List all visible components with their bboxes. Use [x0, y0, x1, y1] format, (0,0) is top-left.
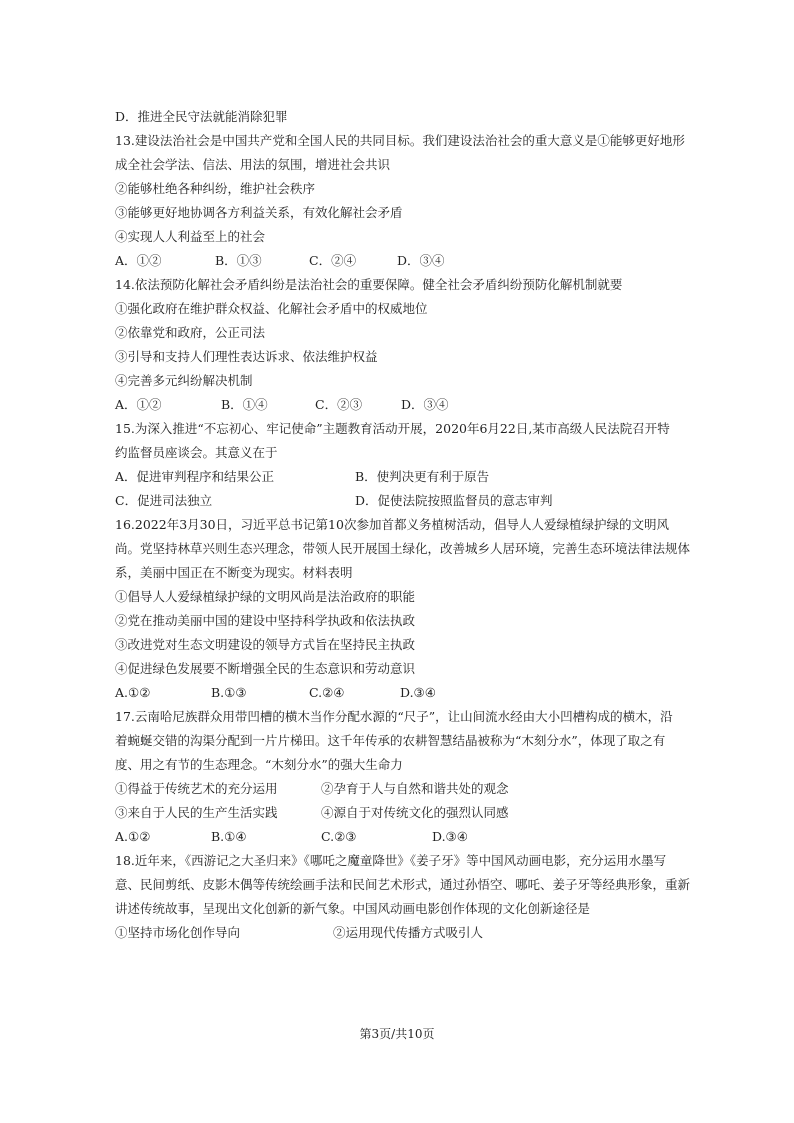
q15-stem-line1: 15.为深入推进“不忘初心、牢记使命”主题教育活动开展，2020年6月22日,某市高级人民法院召开特 [115, 421, 670, 436]
q17-item-2: ②孕育于人与自然和谐共处的观念 [321, 781, 509, 796]
q14-item-1: ①强化政府在维护群众权益、化解社会矛盾中的权威地位 [115, 301, 428, 316]
q12-option-d: D．推进全民守法就能消除犯罪 [115, 109, 288, 124]
q16-item-3: ③改进党对生态文明建设的领导方式旨在坚持民主执政 [115, 637, 416, 652]
q14-option-b: B．①④ [221, 397, 268, 412]
q17-option-d: D.③④ [432, 829, 468, 844]
q17-stem-line3: 度、用之有节的生态理念。“木刻分水”的强大生命力 [115, 757, 403, 772]
q17-stem-line1: 17.云南哈尼族群众用带凹槽的横木当作分配水源的“尺子”，让山间流水经由大小凹槽构成的横木，沿 [115, 709, 673, 724]
q16-option-b: B.①③ [211, 685, 247, 700]
q16-item-4: ④促进绿色发展要不断增强全民的生态意识和劳动意识 [115, 661, 416, 676]
q14-option-d: D．③④ [401, 397, 449, 412]
q16-stem-line1: 16.2022年3月30日，习近平总书记第10次参加首都义务植树活动，倡导人人爱绿植绿护绿的文明风 [115, 517, 669, 532]
q13-option-a: A．①② [115, 253, 162, 268]
page-number-footer: 第3页/共10页 [359, 1027, 435, 1041]
q18-item-1: ①坚持市场化创作导向 [115, 925, 241, 940]
q16-stem-line3: 系，美丽中国正在不断变为现实。材料表明 [115, 565, 353, 580]
q13-item-3: ③能够更好地协调各方利益关系，有效化解社会矛盾 [115, 205, 403, 220]
q16-stem-line2: 尚。党坚持林草兴则生态兴理念，带领人民开展国土绿化，改善城乡人居环境，完善生态环境法律法规体 [115, 541, 691, 556]
q14-option-a: A．①② [115, 397, 162, 412]
q14-item-3: ③引导和支持人们理性表达诉求、依法维护权益 [115, 349, 378, 364]
q14-item-2: ②依靠党和政府，公正司法 [115, 325, 266, 340]
q18-stem-line3: 讲述传统故事，呈现出文化创新的新气象。中国风动画电影创作体现的文化创新途径是 [115, 901, 591, 916]
q18-stem-line2: 意、民间剪纸、皮影木偶等传统绘画手法和民间艺术形式，通过孙悟空、哪吒、姜子牙等经典形象，重新 [115, 877, 691, 892]
q13-option-b: B．①③ [215, 253, 262, 268]
q16-option-a: A.①② [115, 685, 151, 700]
q15-option-a: A．促进审判程序和结果公正 [115, 469, 275, 484]
q17-item-1: ①得益于传统艺术的充分运用 [115, 781, 278, 796]
q14-item-4: ④完善多元纠纷解决机制 [115, 373, 253, 388]
q16-item-1: ①倡导人人爱绿植绿护绿的文明风尚是法治政府的职能 [115, 589, 416, 604]
q17-option-c: C.②③ [321, 829, 357, 844]
q13-option-d: D．③④ [397, 253, 445, 268]
q17-stem-line2: 着蜿蜒交错的沟渠分配到一片片梯田。这千年传承的农耕智慧结晶被称为“木刻分水”，体现了取之有 [115, 733, 666, 748]
q15-option-c: C．促进司法独立 [115, 493, 213, 508]
q13-option-c: C．②④ [309, 253, 357, 268]
q15-option-b: B．使判决更有利于原告 [355, 469, 490, 484]
q14-option-c: C．②③ [315, 397, 363, 412]
q17-option-a: A.①② [115, 829, 151, 844]
q16-option-d: D.③④ [400, 685, 436, 700]
q13-stem-line2: 成全社会学法、信法、用法的氛围，增进社会共识 [115, 157, 391, 172]
q17-item-4: ④源自于对传统文化的强烈认同感 [321, 805, 509, 820]
q17-item-3: ③来自于人民的生产生活实践 [115, 805, 278, 820]
q15-stem-line2: 约监督员座谈会。其意义在于 [115, 445, 278, 460]
q17-option-b: B.①④ [211, 829, 247, 844]
q16-item-2: ②党在推动美丽中国的建设中坚持科学执政和依法执政 [115, 613, 416, 628]
q13-item-2: ②能够杜绝各种纠纷，维护社会秩序 [115, 181, 316, 196]
q13-item-4: ④实现人人利益至上的社会 [115, 229, 266, 244]
q16-option-c: C.②④ [309, 685, 345, 700]
q15-option-d: D．促使法院按照监督员的意志审判 [355, 493, 553, 508]
q13-stem-line1: 13.建设法治社会是中国共产党和全国人民的共同目标。我们建设法治社会的重大意义是①能够更好地形 [115, 133, 685, 148]
q14-stem: 14.依法预防化解社会矛盾纠纷是法治社会的重要保障。健全社会矛盾纠纷预防化解机制就要 [115, 277, 623, 292]
q18-stem-line1: 18.近年来，《西游记之大圣归来》《哪吒之魔童降世》《姜子牙》等中国风动画电影，充分运用水墨写 [115, 853, 667, 868]
q18-item-2: ②运用现代传播方式吸引人 [333, 925, 484, 940]
